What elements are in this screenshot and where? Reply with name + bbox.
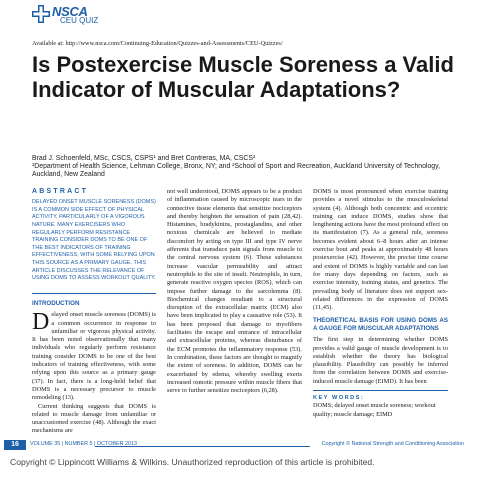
lww-copyright-notice: Copyright © Lippincott Williams & Wilkins. Unauthorized reproduction of this article is prohibited. [10,457,375,467]
nsca-logo [32,5,104,25]
abstract-heading: ABSTRACT [32,188,89,195]
intro-text-1: elayed onset muscle soreness (DOMS) is a common occurrence in response to unfamiliar or vigorous physical activity. It has been noted observationally that many individuals who regularly perform resistance training consider DOMS to be one of the best indicators of training effectiveness, with some relying upon this source as a primary gauge (37). In fact, there is a long-held belief that DOMS is a necessary precursor to muscle remodeling (13). [32,311,156,402]
column-3-paragraph-1: DOMS is most pronounced when exercise training provides a novel stimulus to the musculoskeletal system (4). Although both concentric and eccentric training can induce DOMS, studies show that lengthening actions have the most profound effect on its manifestation (7). As a general rule, soreness becomes evident about 6–8 hours after an intense exercise bout and peaks at approximately 48 hours postexercise (42). However, the precise time course and extent of DOMS is highly variable and can last for many days depending on factors, such as exercise intensity, training status, and genetics. The prevailing body of literature does not support sex-related differences in the expression of DOMS (11,45). [313,188,449,312]
footer-rule [95,446,310,447]
article-title: Is Postexercise Muscle Soreness a Valid Indicator of Muscular Adaptations? [32,52,454,102]
column-2-text: not well understood, DOMS appears to be a product of inflammation caused by microscopic tears in the connective tissue elements that sensitize nociceptors and thereby heighten the sensation of pain (28,42). Histamines, bradykinins, prostaglandins, and other noxious chemicals are believed to mediate discomfort by acting on type III and type IV nerve afferents that transduce pain signals from muscle to the central nervous system (6). These substances increase vascular permeability and attract neutrophils to the site of insult. Neutrophils, in turn, generate reactive oxygen species (ROS), which can impose further damage to the sarcolemma (8). Biochemical changes resultant to a structural disruption of the extracellular matrix (ECM) also have been implicated to play a causative role (53). It has been proposed that damage to myofibers facilitates the escape and entrance of intracellular and extracellular proteins, whereas disturbance of the ECM promotes the inflammatory response (53). In combination, these factors are thought to magnify the extent of soreness. In addition, DOMS can be exacerbated by edema, whereby swelling exerts increased osmotic pressure within muscle fibers that serve to further sensitize nociceptors (6,28). [167,188,302,395]
keywords-box [313,390,448,419]
page-number: 16 [4,440,26,450]
logo-brand: NSCA [52,4,88,19]
nsca-cross-icon [32,5,50,23]
theoretical-basis-heading: THEORETICAL BASIS FOR USING DOMS AS A GAUGE FOR MUSCULAR ADAPTATIONS [313,317,448,332]
abstract-divider [32,293,156,294]
keywords-text: DOMS; delayed onset muscle soreness; workout quality; muscle damage; EIMD [313,402,436,418]
drop-cap: D [32,309,50,336]
column-1 [32,188,156,436]
available-at-link[interactable]: Available at: http://www.nsca.com/Continuing-Education/Quizzes-and-Assessments/CEU-Quizzes/ [32,40,283,47]
keywords-heading: KEY WORDS: [313,395,365,402]
intro-heading: INTRODUCTION [32,299,80,307]
volume-info: VOLUME 35 | NUMBER 5 | OCTOBER 2013 [30,441,137,447]
author-block [32,155,462,180]
abstract-text: DELAYED ONSET MUSCLE SORENESS (DOMS) IS A COMMON SIDE EFFECT OF PHYSICAL ACTIVITY, PARTICULARLY OF A VIGOROUS NATURE. MANY EXERCISERS WHO REGULARLY PERFORM RESISTANCE TRAINING CONSIDER DOMS TO BE ONE OF THE BEST INDICATORS OF TRAINING EFFECTIVENESS, WITH SOME RELYING UPON THIS SOURCE AS A PRIMARY GAUGE. THIS ARTICLE DISCUSSES THE RELEVANCE OF USING DOMS TO ASSESS WORKOUT QUALITY. [32,199,156,282]
footer-copyright: Copyright © National Strength and Conditioning Association [321,441,464,447]
intro-paragraph-2 [32,403,156,436]
affiliations-line: ¹Department of Health Science, Lehman College, Bronx, NY; and ²School of Sport and Recreation, Auckland University of Technology, Auckland, New Zealand [32,163,440,179]
column-3-paragraph-2: The first step in determining whether DOMS provides a valid gauge of muscle development is to establish whether the theory has biological plausibility. Plausibility can possibly be inferred from the correlation between DOMS and exercise-induced muscle damage (EIMD). It has been [313,336,448,385]
page-footer [0,440,478,450]
column-3 [313,188,448,419]
intro-text-2: Current thinking suggests that DOMS is related to muscle damage from unfamiliar or unaccustomed exercise (48). Although the exact mechanisms are [32,402,156,435]
column-2 [167,188,302,395]
authors-line: Brad J. Schoenfeld, MSc, CSCS, CSPS¹ and Bret Contreras, MA, CSCS² [32,155,256,162]
intro-paragraph-1 [32,311,156,402]
logo-subtitle: CEU QUIZ [60,16,99,25]
